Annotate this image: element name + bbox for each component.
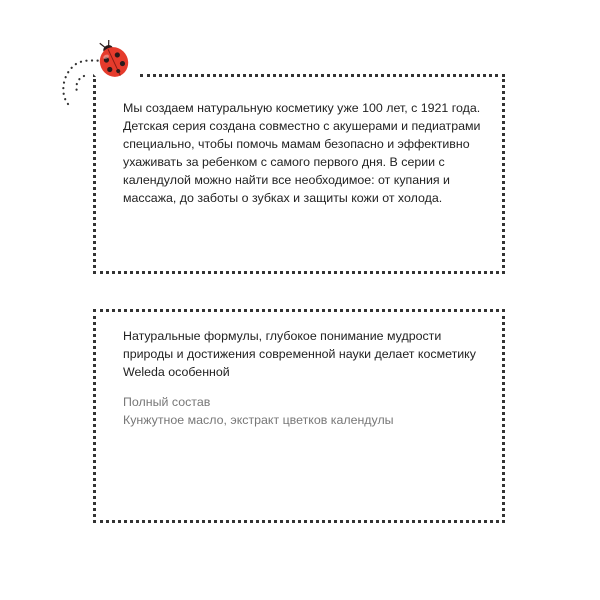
ladybug-trail-secondary — [76, 76, 84, 94]
info-card-ingredients — [93, 309, 505, 523]
composition-value: Кунжутное масло, экстракт цветков календулы — [123, 413, 394, 427]
composition-block — [123, 393, 488, 429]
info-card-history — [93, 74, 505, 274]
history-text: Мы создаем натуральную косметику уже 100 лет, с 1921 года. Детская серия создана совместно с акушерами и педиатрами специально, чтобы помочь мамам безопасно и эффективно ухаживать за ребенком с самого первого дня. В серии с календулой можно найти все необходимое: от купания и массажа, до заботы о зубках и защиты кожи от холода. — [123, 101, 481, 205]
formula-text: Натуральные формулы, глубокое понимание мудрости природы и достижения современной науки делает косметику Weleda особенной — [123, 329, 476, 379]
composition-label: Полный состав — [123, 395, 211, 409]
